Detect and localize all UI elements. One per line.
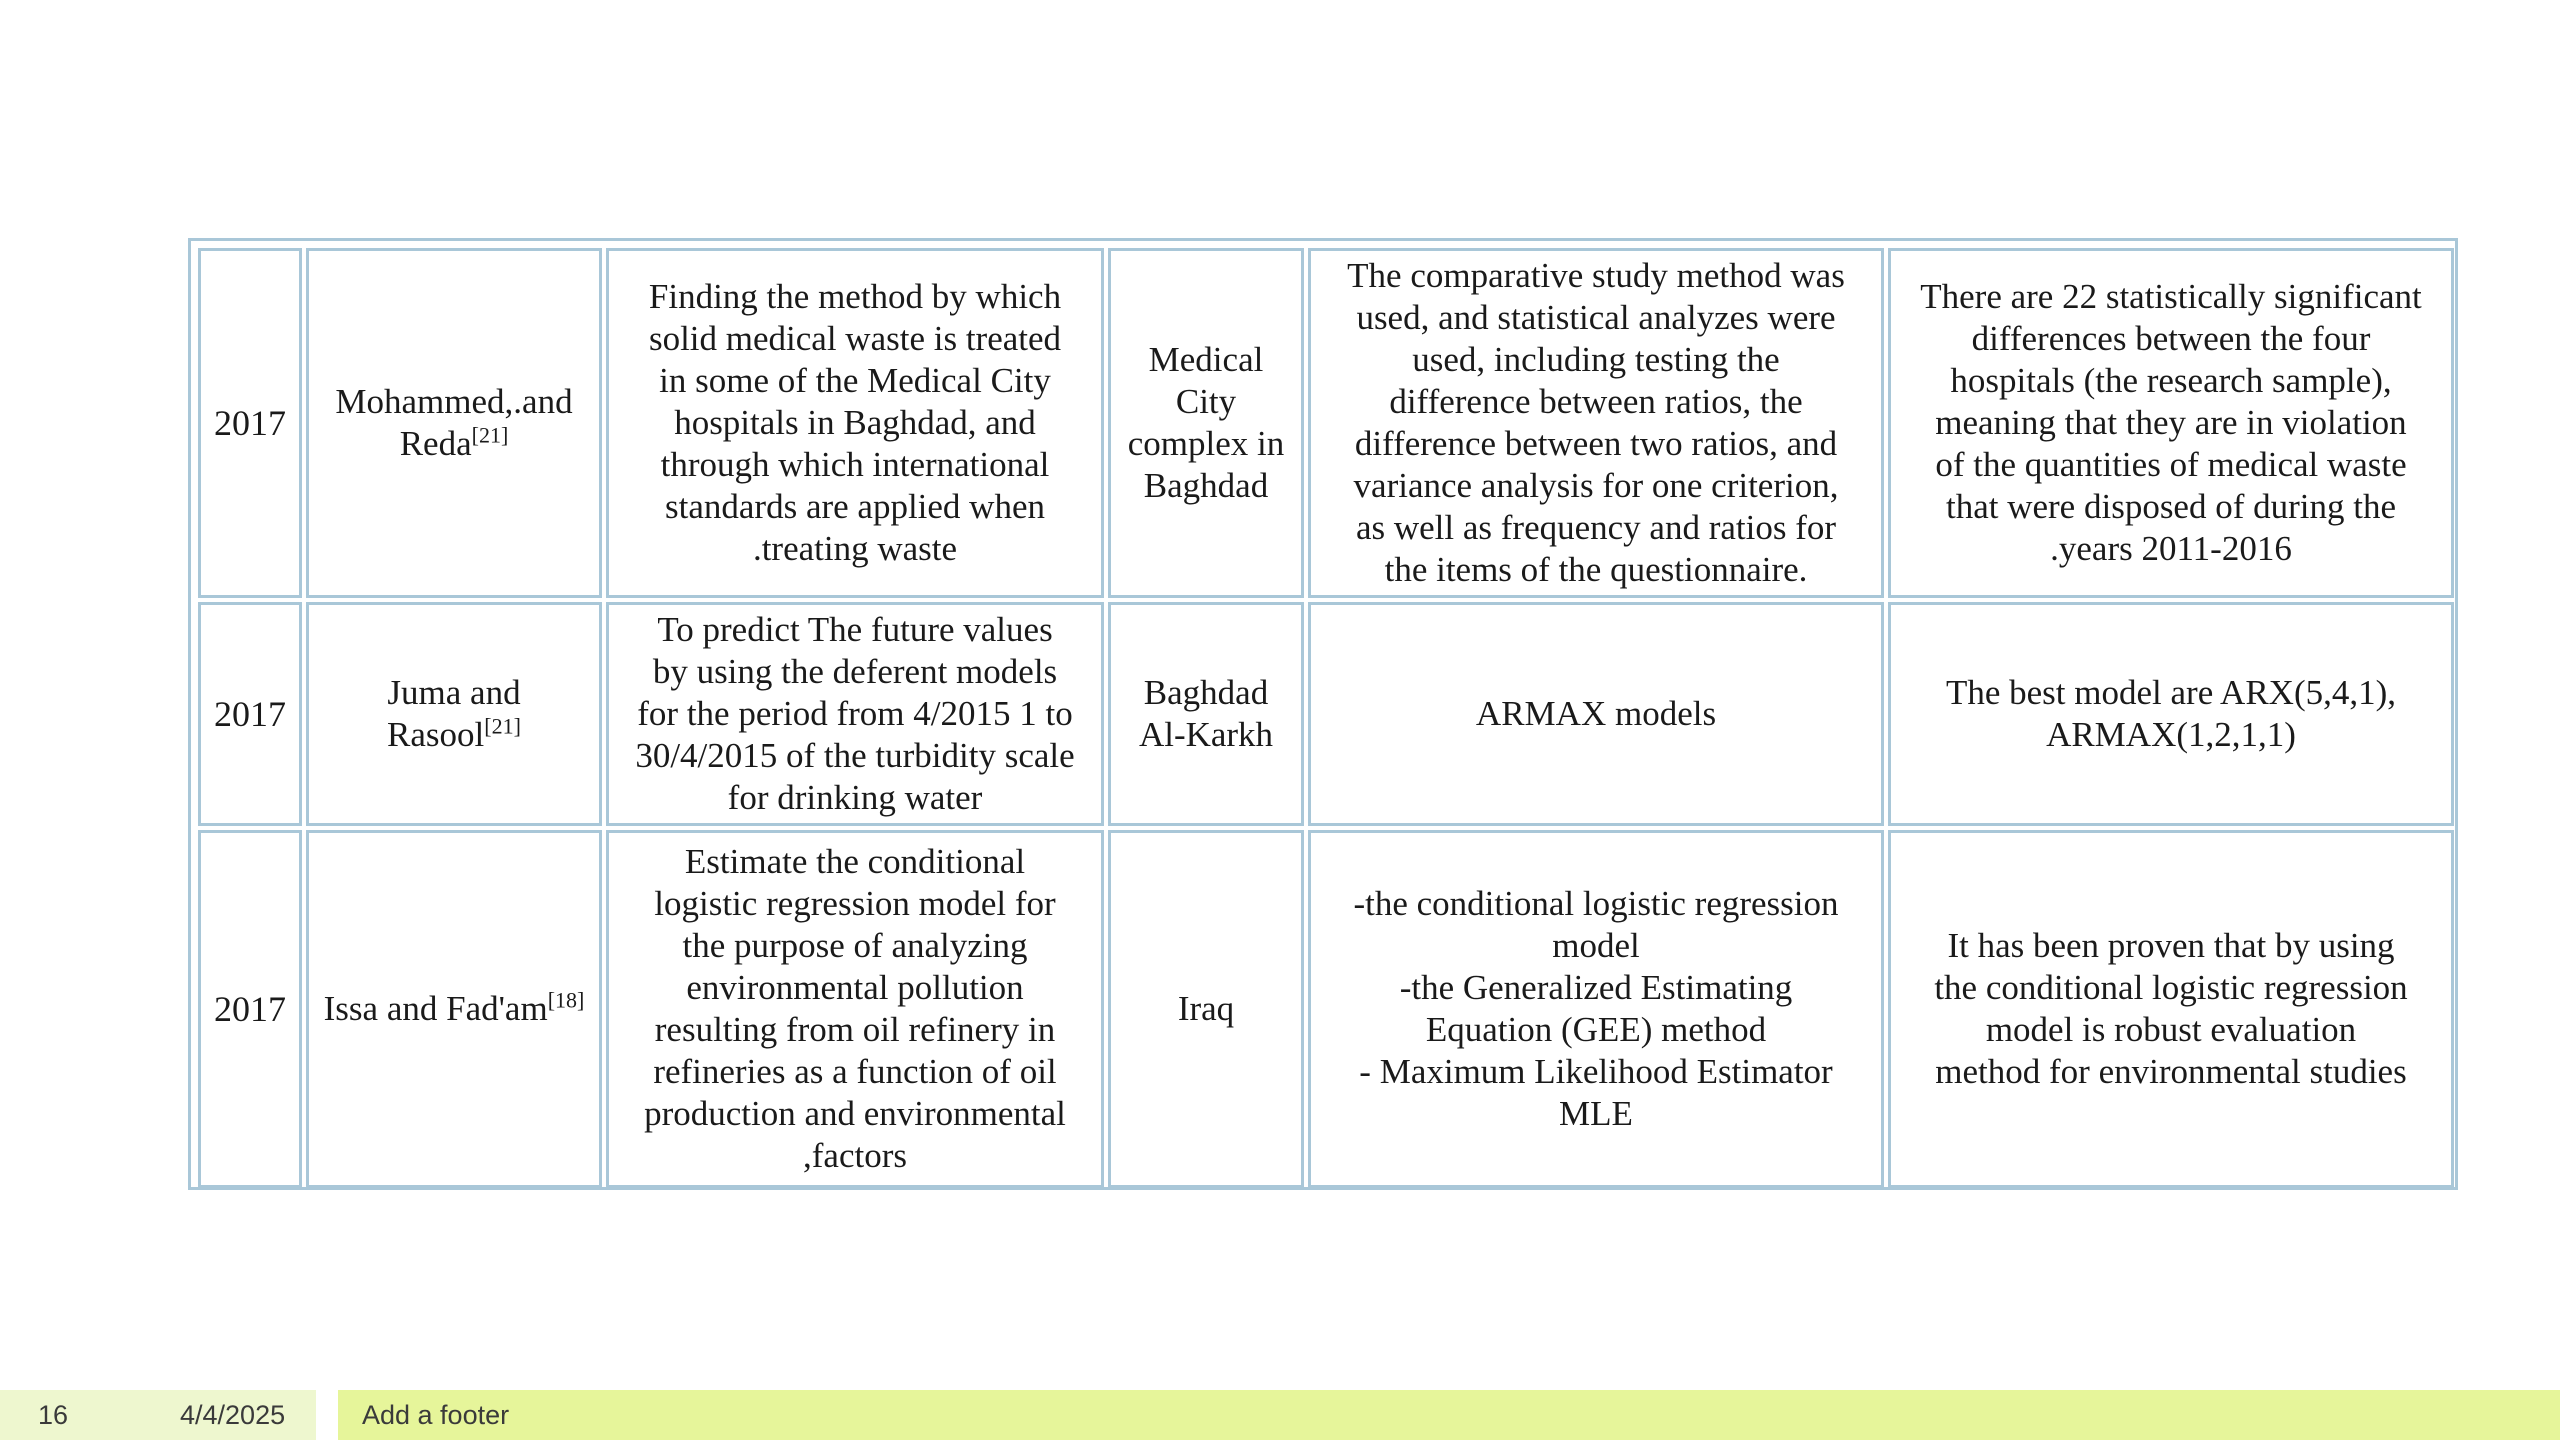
aim-cell <box>606 830 1104 1188</box>
aim-cell-line: Estimate the conditional <box>684 842 1026 881</box>
aim-cell-line: logistic regression model for <box>654 884 1056 923</box>
method-cell <box>1308 248 1884 598</box>
result-cell-line: It has been proven that by using <box>1947 926 2395 965</box>
table-body <box>198 248 2454 1188</box>
method-cell-line: The comparative study method was <box>1347 256 1845 295</box>
authors-cell <box>306 830 602 1188</box>
authors-text: Issa and Fad'am <box>323 989 548 1028</box>
location-cell-line: Al-Karkh <box>1138 715 1274 754</box>
location-cell <box>1108 248 1304 598</box>
result-cell-line: ARMAX(1,2,1,1) <box>2046 715 2296 754</box>
method-cell-line: used, including testing the <box>1412 340 1780 379</box>
authors-cell <box>306 602 602 826</box>
table-row <box>198 248 2454 598</box>
aim-cell-line: To predict The future values <box>657 610 1053 649</box>
aim-cell-line: Finding the method by which <box>648 277 1062 316</box>
location-cell <box>1108 602 1304 826</box>
method-cell-line: -the conditional logistic regression <box>1353 884 1839 923</box>
literature-table <box>194 244 2458 1192</box>
method-cell-line: used, and statistical analyzes were <box>1356 298 1836 337</box>
method-cell-line: model <box>1552 926 1640 965</box>
location-cell <box>1108 830 1304 1188</box>
aim-cell <box>606 248 1104 598</box>
aim-cell-line: .treating waste <box>752 529 958 568</box>
aim-cell-line: refineries as a function of oil <box>653 1052 1057 1091</box>
citation-ref: [18] <box>547 987 585 1013</box>
result-cell-line: There are 22 statistically significant <box>1920 277 2422 316</box>
location-cell-line: Iraq <box>1177 989 1235 1028</box>
method-cell-line: ARMAX models <box>1475 694 1717 733</box>
slide-number: 16 <box>38 1400 69 1430</box>
location-cell-line: City <box>1175 382 1237 421</box>
authors-text: Juma and Rasool <box>387 673 521 754</box>
aim-cell-line: by using the deferent models <box>652 652 1058 691</box>
aim-cell <box>606 602 1104 826</box>
method-cell-line: as well as frequency and ratios for <box>1355 508 1837 547</box>
table-row <box>198 602 2454 826</box>
aim-cell-line: through which international <box>660 445 1050 484</box>
aim-cell-line: the purpose of analyzing <box>682 926 1028 965</box>
table-row <box>198 830 2454 1188</box>
aim-cell-line: in some of the Medical City <box>659 361 1051 400</box>
year-cell: 2017 <box>198 602 302 826</box>
result-cell-line: the conditional logistic regression <box>1934 968 2408 1007</box>
year-cell: 2017 <box>198 248 302 598</box>
aim-cell-line: hospitals in Baghdad, and <box>674 403 1036 442</box>
result-cell-line: hospitals (the research sample), <box>1950 361 2392 400</box>
footer-info-panel <box>0 1390 316 1440</box>
aim-cell-line: standards are applied when <box>665 487 1045 526</box>
method-cell-line: Equation (GEE) method <box>1425 1010 1767 1049</box>
method-cell-line: MLE <box>1559 1094 1633 1133</box>
result-cell-line: meaning that they are in violation <box>1935 403 2407 442</box>
authors-cell <box>306 248 602 598</box>
result-cell <box>1888 602 2454 826</box>
result-cell <box>1888 830 2454 1188</box>
result-cell-line: method for environmental studies <box>1935 1052 2407 1091</box>
slide-footer <box>0 1390 2560 1440</box>
aim-cell-line: resulting from oil refinery in <box>654 1010 1056 1049</box>
method-cell-line: - Maximum Likelihood Estimator <box>1359 1052 1833 1091</box>
method-cell-line: difference between ratios, the <box>1389 382 1803 421</box>
aim-cell-line: environmental pollution <box>686 968 1024 1007</box>
method-cell <box>1308 602 1884 826</box>
location-cell-line: Baghdad <box>1143 466 1269 505</box>
aim-cell-line: for the period from 4/2015 1 to <box>637 694 1073 733</box>
aim-cell-line: for drinking water <box>727 778 983 817</box>
footer-text[interactable]: Add a footer <box>362 1400 510 1430</box>
year-cell: 2017 <box>198 830 302 1188</box>
method-cell-line: variance analysis for one criterion, <box>1353 466 1839 505</box>
literature-table-frame <box>188 238 2458 1190</box>
result-cell-line: differences between the four <box>1971 319 2371 358</box>
aim-cell-line: ,factors <box>803 1136 907 1175</box>
result-cell-line: that were disposed of during the <box>1945 487 2397 526</box>
method-cell-line: difference between two ratios, and <box>1354 424 1838 463</box>
location-cell-line: Medical <box>1148 340 1264 379</box>
footer-text-panel[interactable] <box>338 1390 2560 1440</box>
result-cell-line: .years 2011-2016 <box>2050 529 2292 568</box>
method-cell-line: the items of the questionnaire. <box>1384 550 1808 589</box>
result-cell <box>1888 248 2454 598</box>
slide-date: 4/4/2025 <box>180 1400 286 1430</box>
aim-cell-line: solid medical waste is treated <box>648 319 1062 358</box>
method-cell <box>1308 830 1884 1188</box>
result-cell-line: model is robust evaluation <box>1985 1010 2357 1049</box>
location-cell-line: Baghdad <box>1143 673 1269 712</box>
method-cell-line: -the Generalized Estimating <box>1399 968 1793 1007</box>
aim-cell-line: 30/4/2015 of the turbidity scale <box>635 736 1075 775</box>
citation-ref: [21] <box>471 422 509 448</box>
location-cell-line: complex in <box>1127 424 1285 463</box>
citation-ref: [21] <box>484 713 521 739</box>
aim-cell-line: production and environmental <box>644 1094 1066 1133</box>
result-cell-line: of the quantities of medical waste <box>1935 445 2407 484</box>
authors-text: Mohammed,.and Reda <box>335 382 573 463</box>
result-cell-line: The best model are ARX(5,4,1), <box>1945 673 2397 712</box>
